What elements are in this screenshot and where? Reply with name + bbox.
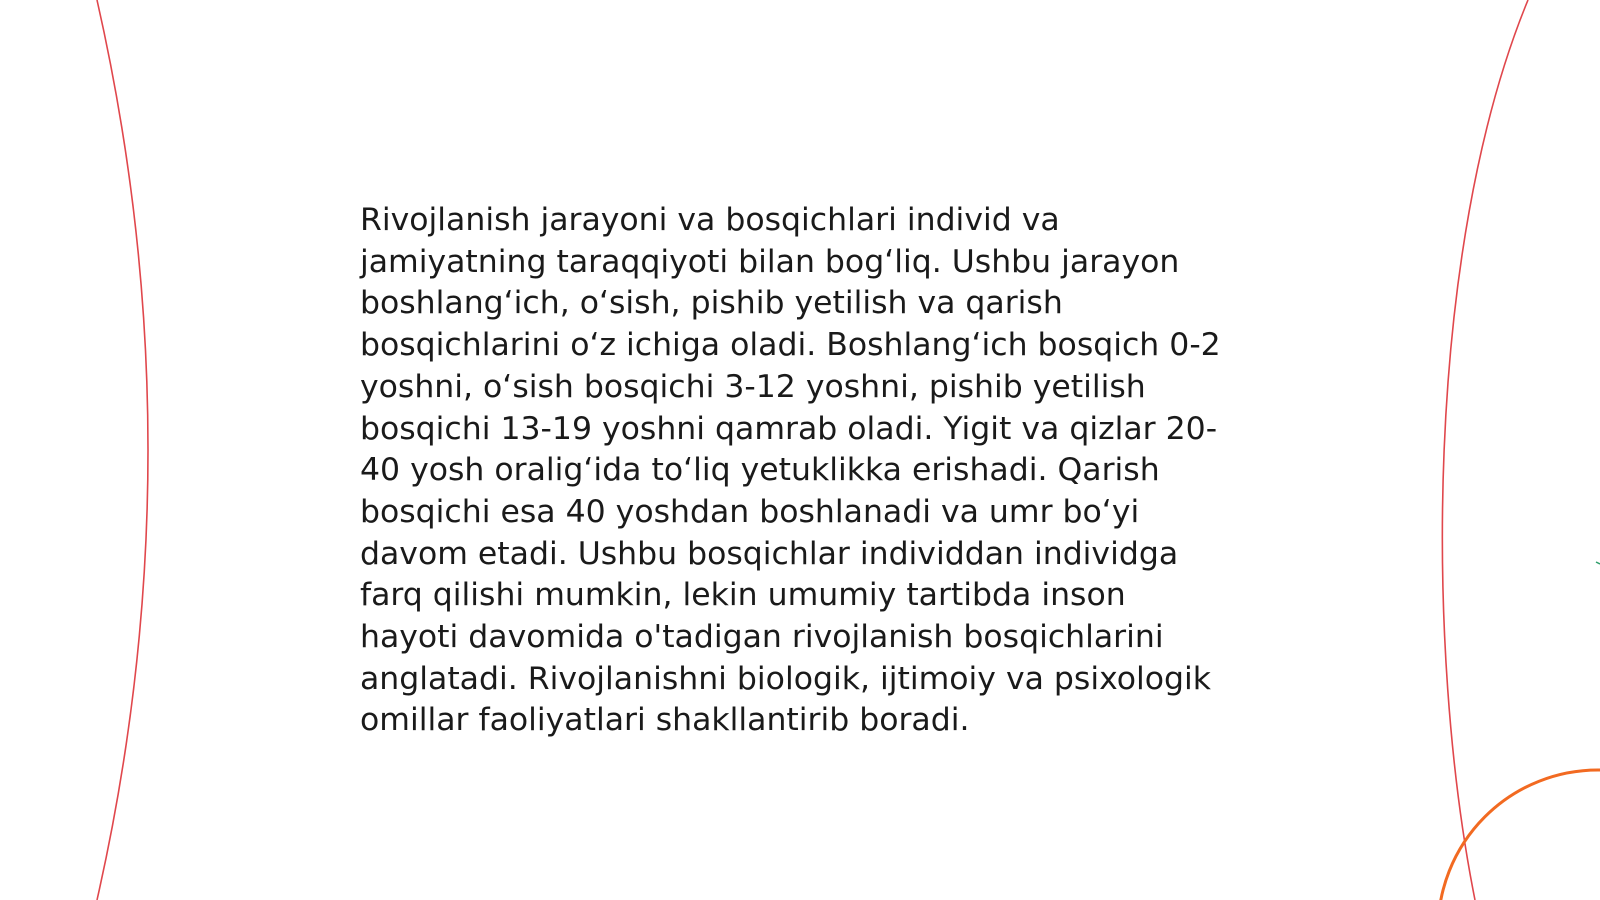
paragraph-line: yoshni, o‘sish bosqichi 3-12 yoshni, pishib yetilish xyxy=(360,368,1146,405)
paragraph-line: 40 yosh oralig‘ida to‘liq yetuklikka erishadi. Qarish xyxy=(360,452,1160,489)
paragraph-line: davom etadi. Ushbu bosqichlar individdan individga xyxy=(360,535,1179,572)
paragraph-line: boshlang‘ich, o‘sish, pishib yetilish va qarish xyxy=(360,285,1063,322)
paragraph-line: omillar faoliyatlari shakllantirib boradi. xyxy=(360,702,970,739)
orange-circle-outline xyxy=(1438,770,1600,900)
paragraph-line: farq qilishi mumkin, lekin umumiy tartibda inson xyxy=(360,577,1126,614)
paragraph-line: Rivojlanish jarayoni va bosqichlari individ va xyxy=(360,202,1060,238)
paragraph-line: bosqichlarini o‘z ichiga oladi. Boshlang‘ich bosqich 0-2 xyxy=(360,327,1221,364)
paragraph-line: hayoti davomida o'tadigan rivojlanish bosqichlarini xyxy=(360,619,1164,656)
right-curve-line xyxy=(1442,0,1528,900)
body-paragraph xyxy=(360,200,1240,742)
paragraph-line: anglatadi. Rivojlanishni biologik, ijtimoiy va psixologik xyxy=(360,660,1212,697)
paragraph-line: bosqichi esa 40 yoshdan boshlanadi va umr bo‘yi xyxy=(360,493,1140,530)
paragraph-line: bosqichi 13-19 yoshni qamrab oladi. Yigit va qizlar 20- xyxy=(360,410,1218,447)
left-curve-line xyxy=(97,0,148,900)
paragraph-line: jamiyatning taraqqiyoti bilan bog‘liq. Ushbu jarayon xyxy=(360,243,1180,280)
green-accent-mark xyxy=(1596,562,1600,564)
